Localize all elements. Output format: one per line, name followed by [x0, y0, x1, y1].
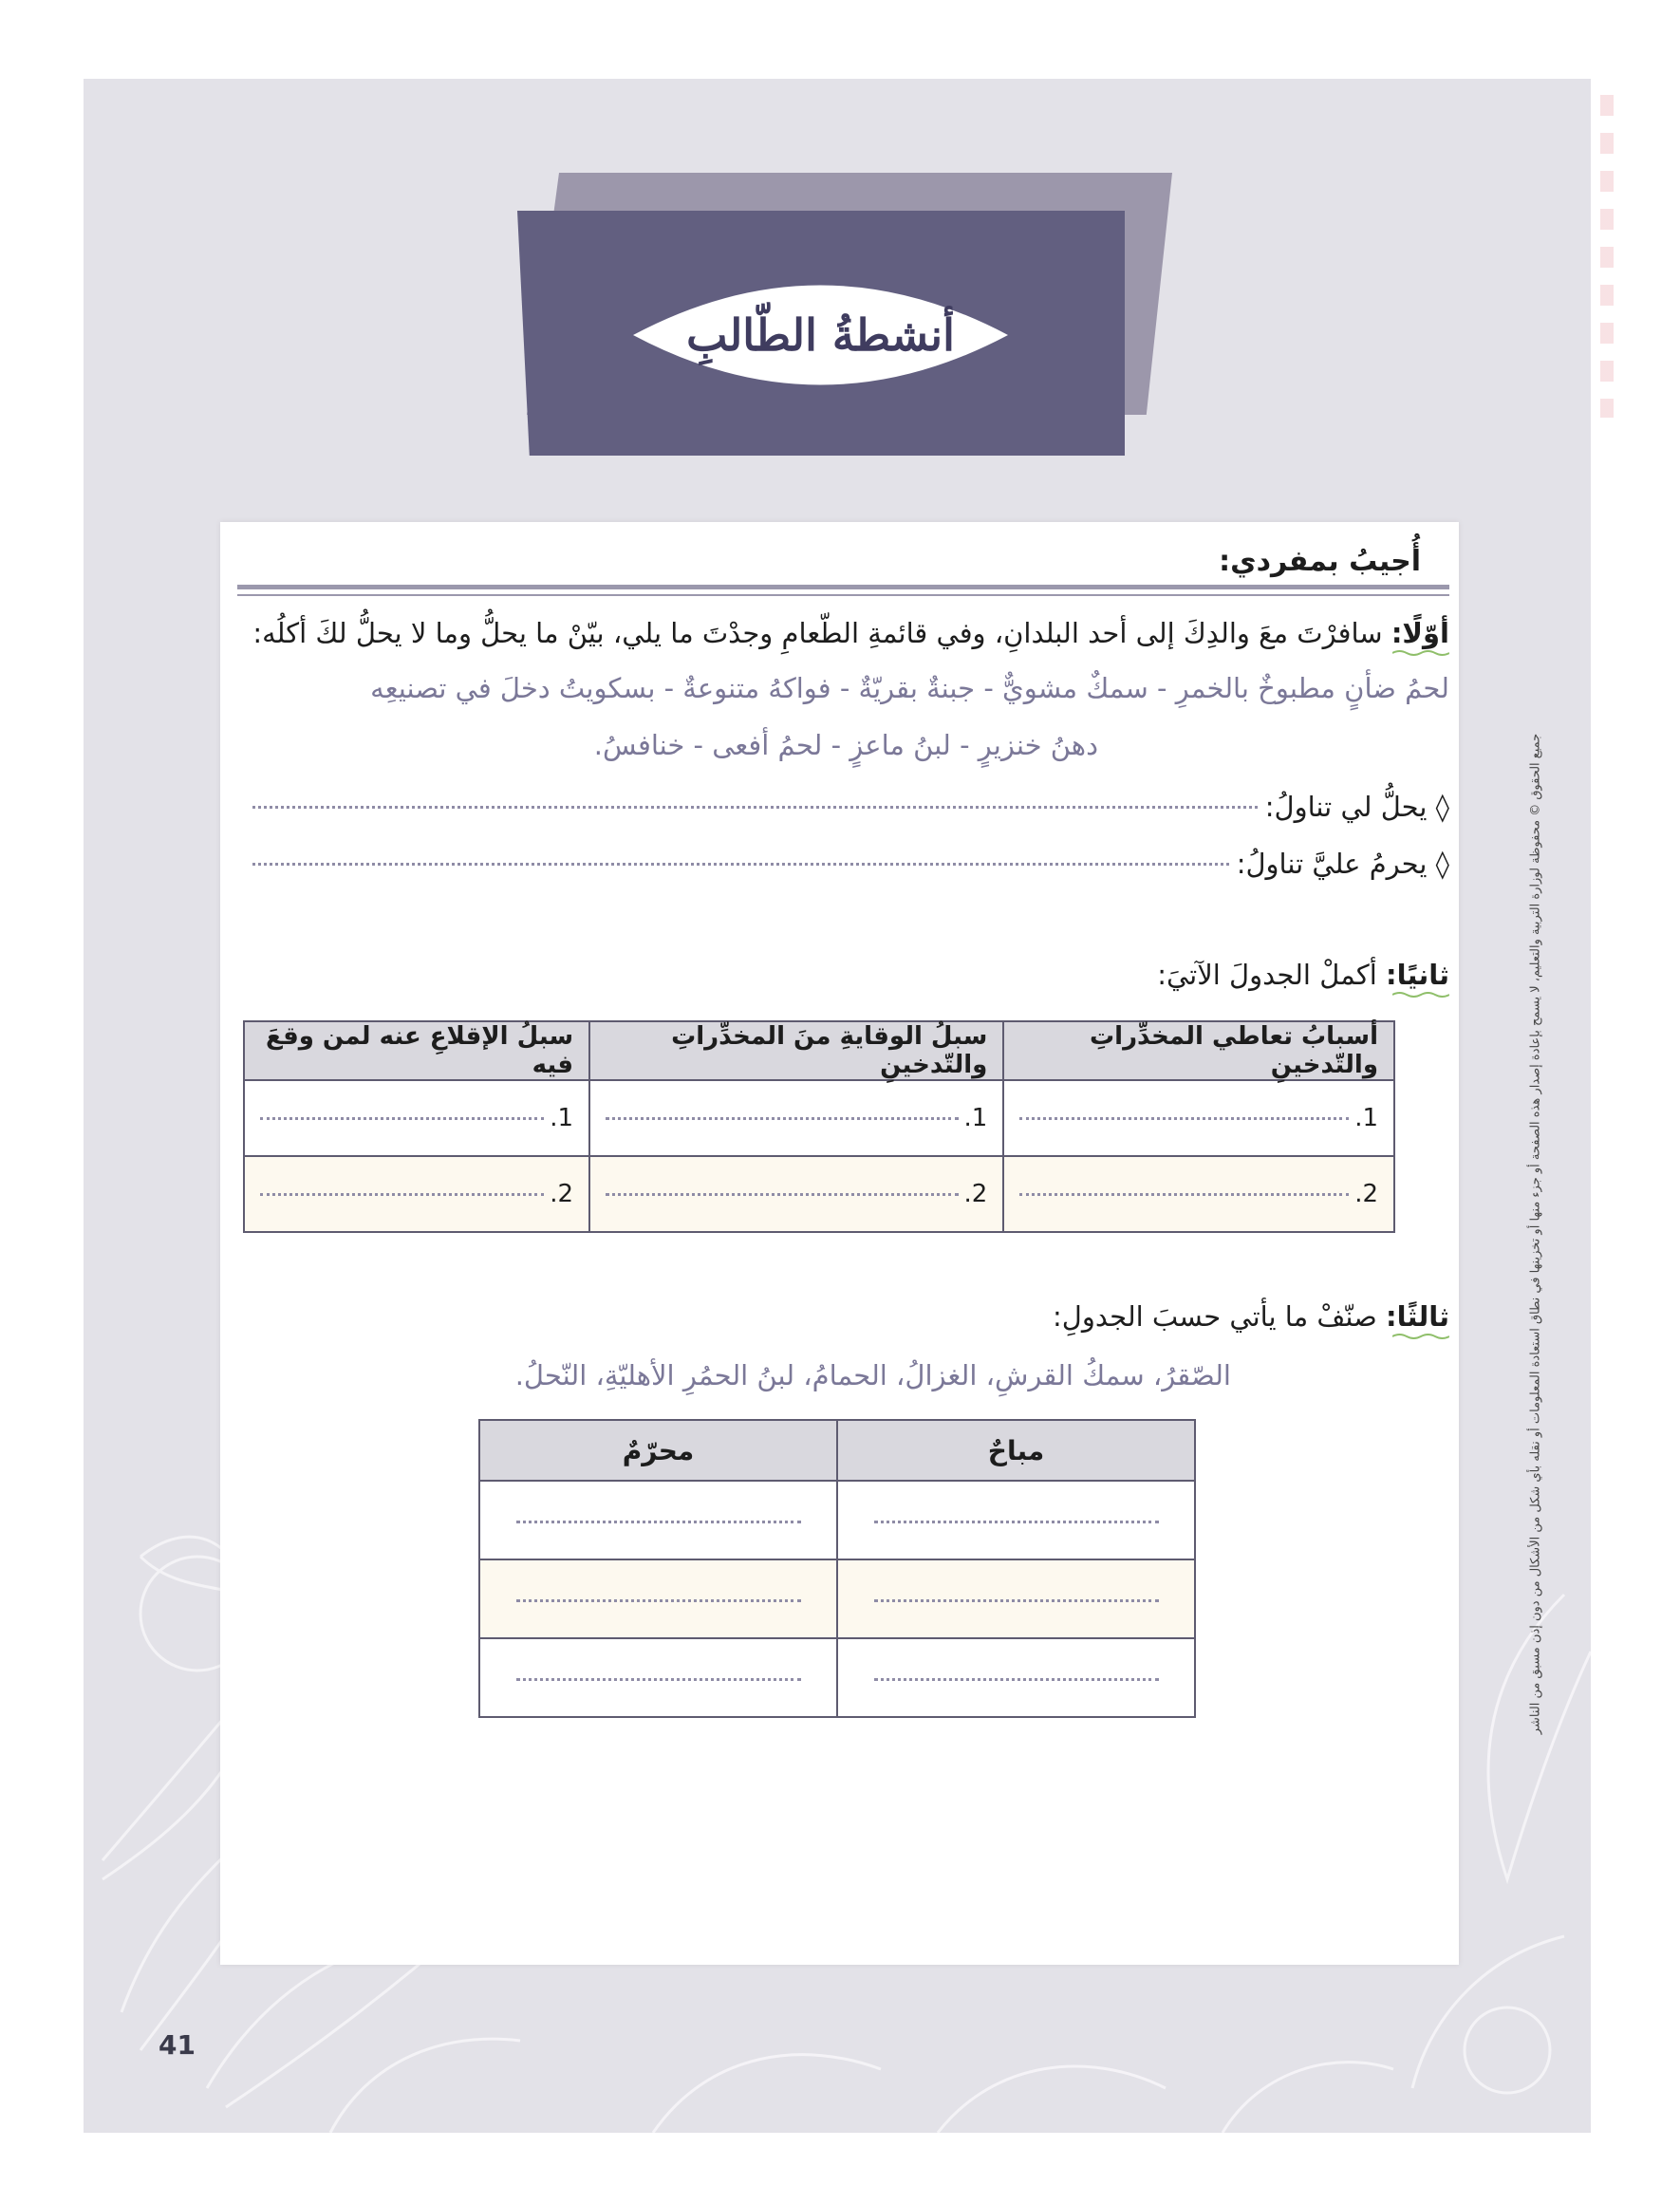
q3-prompt [1053, 1300, 1449, 1340]
copyright-text: جميع الحقوق © محفوظة لوزارة التربية والتعليم، لا يسمح بإعادة إصدار هذه الصفحة أو جزء منها أو تخزينها في نطاق استعادة المعلومات أو نقله بأي شكل من الأشكال من دون إذن مسبق من الناشر [1528, 733, 1543, 1735]
table-row [479, 1481, 1195, 1559]
q1-text: سافرْتَ معَ والدِكَ إلى أحد البلدانِ، وفي قائمةِ الطّعامِ وجدْتَ ما يلي، بيّنْ ما يحلُّ وما لا يحلُّ لكَ أكلُه: [252, 617, 1383, 649]
table-cell[interactable] [244, 1156, 589, 1232]
q2-text: أكملْ الجدولَ الآتيَ: [1157, 959, 1377, 991]
q1-prompt [252, 617, 1449, 657]
q3-text: صنّفْ ما يأتي حسبَ الجدولِ: [1053, 1300, 1377, 1333]
row-number: 1. [550, 1104, 574, 1132]
q1-answer2-prefix: ◊ يحرمُ عليَّ تناولُ: [1236, 848, 1449, 880]
table-cell[interactable] [479, 1559, 837, 1638]
table-row [244, 1156, 1394, 1232]
q1-answer1-prefix: ◊ يحلُّ لي تناولُ: [1264, 791, 1449, 823]
row-number: 2. [550, 1180, 574, 1208]
q1-items-line2: دهنُ خنزيرٍ - لبنُ ماعزٍ - لحمُ أفعى - خنافسُ. [593, 729, 1098, 761]
q3-label: ثالثًا: [1386, 1300, 1449, 1333]
table-cell[interactable] [1003, 1156, 1394, 1232]
header-prevention: سبلُ الوقايةِ منَ المخدِّراتِ والتّدخينِ [589, 1021, 1003, 1080]
heading-rule-thin [237, 594, 1449, 596]
answer-line-input[interactable] [1019, 1116, 1349, 1120]
q1-items-line1: لحمُ ضأنٍ مطبوخٌ بالخمرِ - سمكٌ مشويٌّ - جبنةٌ بقريّةٌ - فواكهُ متنوعةٌ - بسكويتُ دخلَ في تصنيعِه [370, 672, 1449, 704]
answer-line-input[interactable] [516, 1598, 801, 1602]
table-cell[interactable] [244, 1080, 589, 1156]
answer-line-input[interactable] [516, 1677, 801, 1681]
table-row [479, 1638, 1195, 1717]
answer-line-input[interactable] [606, 1192, 958, 1196]
table-cell[interactable] [589, 1156, 1003, 1232]
q3-items: الصّقرُ، سمكُ القرشِ، الغزالُ، الحمامُ، لبنُ الحمُرِ الأهليّةِ، النّحلُ. [514, 1359, 1231, 1391]
header-forbidden: محرّمٌ [479, 1420, 837, 1481]
table-cell[interactable] [1003, 1080, 1394, 1156]
q2-prompt [1157, 959, 1449, 999]
table-row [479, 1559, 1195, 1638]
table-cell[interactable] [479, 1638, 837, 1717]
answer-line-input[interactable] [874, 1677, 1159, 1681]
wavy-underline-icon [1392, 991, 1449, 999]
drugs-table [243, 1020, 1395, 1233]
answer-line-input[interactable] [606, 1116, 958, 1120]
answer-line-input[interactable] [252, 805, 1258, 809]
header-causes: أسبابُ تعاطي المخدِّراتِ والتّدخينِ [1003, 1021, 1394, 1080]
answer-line-input[interactable] [1019, 1192, 1349, 1196]
table-cell[interactable] [837, 1481, 1195, 1559]
table-cell[interactable] [479, 1481, 837, 1559]
answer-line-input[interactable] [260, 1192, 544, 1196]
answer-line-input[interactable] [252, 862, 1229, 866]
table-cell[interactable] [837, 1638, 1195, 1717]
heading-rule [237, 585, 1449, 589]
classification-table [478, 1419, 1196, 1718]
table-row [244, 1080, 1394, 1156]
q1-answer-forbidden [252, 848, 1449, 880]
activity-card [220, 522, 1459, 1965]
row-number: 1. [963, 1104, 988, 1132]
table-cell[interactable] [589, 1080, 1003, 1156]
row-number: 1. [1354, 1104, 1378, 1132]
q2-label: ثانيًا: [1386, 959, 1449, 991]
wavy-underline-icon [1392, 1333, 1449, 1340]
row-number: 2. [963, 1180, 988, 1208]
answer-line-input[interactable] [874, 1598, 1159, 1602]
table-header-row [244, 1021, 1394, 1080]
answer-line-input[interactable] [260, 1116, 544, 1120]
table-cell[interactable] [837, 1559, 1195, 1638]
header-permitted: مباحٌ [837, 1420, 1195, 1481]
banner-title: أنشطةُ الطّالبِ [686, 309, 955, 361]
banner-title-lens [633, 273, 1008, 397]
copyright-note [1521, 569, 1550, 1898]
table-header-row [479, 1420, 1195, 1481]
answer-line-input[interactable] [516, 1520, 801, 1523]
page-number: 41 [159, 2029, 196, 2061]
q1-label: أوّلًا: [1391, 617, 1449, 649]
row-number: 2. [1354, 1180, 1378, 1208]
header-quitting: سبلُ الإقلاعِ عنه لمن وقعَ فيه [244, 1021, 589, 1080]
edge-stripe [1600, 95, 1614, 418]
q1-answer-allowed [252, 791, 1449, 823]
section-heading: أُجيبُ بمفردي: [1219, 545, 1421, 578]
wavy-underline-icon [1392, 649, 1449, 657]
answer-line-input[interactable] [874, 1520, 1159, 1523]
